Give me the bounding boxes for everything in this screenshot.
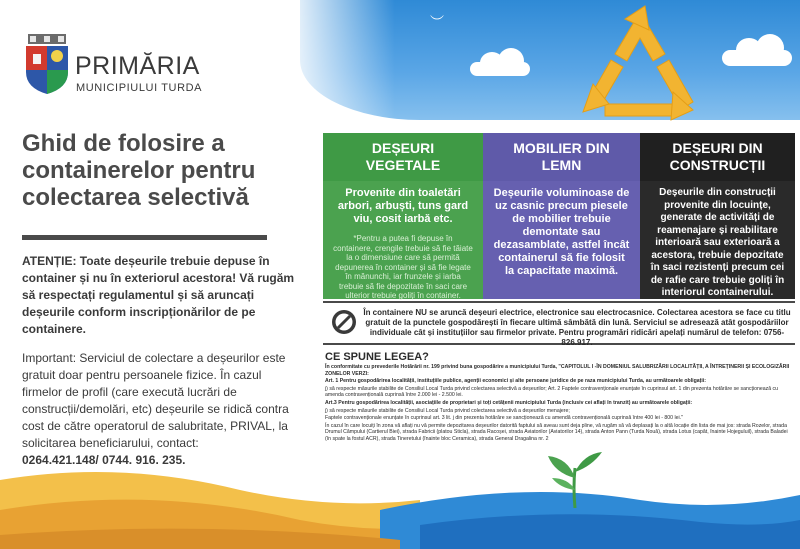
warning-text: În containere NU se aruncă deșeuri electrice, electronice sau electrocasnice. Colectarea acestora se face cu titlu gratuit de la punctele gospodărești în fiecare ultimă sâmbătă din lună. Serviciul se adresează atât gospodăriilor individuale cât și instituțiilor sau firmelor private. Pentru programări ridicări apelați numărul de telefon: 0756-826.917. <box>363 308 791 347</box>
law-paragraph: j) să respecte măsurile stabilite de Consiliul Local Turda privind colectarea selectivă a deșeurilor menajere; <box>325 407 570 414</box>
page-title: Ghid de folosire a containerelor pentru colectarea selectivă <box>22 130 256 211</box>
contact-phone: 0264.421.148/ 0744. 916. 235. <box>22 453 186 467</box>
cloud-icon <box>470 62 530 76</box>
attention-notice: ATENȚIE: Toate deșeurile trebuie depuse în container și nu în exteriorul acestora! Vă rugăm să respectați regulamentul și să aruncați deșeurile conform inscripționărilor de pe containere. <box>22 254 295 336</box>
recycle-icon <box>565 4 715 122</box>
law-title: CE SPUNE LEGEA? <box>325 351 429 363</box>
brand-title: PRIMĂRIA <box>75 52 200 80</box>
coat-of-arms-icon <box>22 34 72 94</box>
landscape-illustration <box>0 440 800 549</box>
law-paragraph: În cazul în care locuiți în zona vă aflați nu vă permite depozitarea deșeurilor datorită faptului să aveau sunt deja pline, vă rugăm să vă deplasați la o altă locație din lista de mai jos: strada Rozelor, strada Drumul Cămpului (Cartierul Biei), strada Fabricii (platou Sticla), strada Racoșei, strada Aviatorilor (Aviatorilor 14), strada Anton Pann (Turda Nouă), strada Lotus (capăt, înainte Hojeguluil), strada Baladei (în spate la fostul ACR), strada Tineretului (înainte bloc Ceramica), strada General Dragalina nr. 2 <box>325 422 788 442</box>
law-paragraph: Faptele contravenționale enunțate în cuprinsul art. 3 lit. j din prezenta hotărâre se sancționează cu amendă contravențională cuprinsă între 400 lei - 800 lei." <box>325 415 683 422</box>
column-furniture-title: MOBILIER DIN LEMN <box>483 133 640 181</box>
law-paragraph: Art.3 Pentru gospodărirea localității, asociațiile de proprietari și toți cetățenii municipiului Turda (inclusiv cei aflați în tranzit) au următoarele obligații: <box>325 399 693 406</box>
law-paragraph: Art. 1 Pentru gospodărirea localității, instituțiile publice, agenții economici și alte persoane juridice de pe raza municipiului Turda, au următoarele obligații: <box>325 378 706 385</box>
column-construction-title: DEȘEURI DIN CONSTRUCȚII <box>640 133 795 181</box>
column-vegetal-note: *Pentru a putea fi depuse în containere, crengile trebuie să fie tăiate la o dimensiune care să permită depunerea în container și să fie legate în mănunchi, iar frunzele și iarba trebuie să fie depozitate în saci care ulterior trebuie goliți în container. <box>333 234 473 300</box>
column-vegetal-body <box>323 181 483 299</box>
column-construction-text: Deșeurile din construcții provenite din locuințe, generate de activități de reamenajare și reabilitare interioară sau exterioară a acestora, trebuie depozitate în saci rezistenți precum cei de rafie care trebuie goliți în interiorul containerului. <box>650 187 785 298</box>
column-vegetal-title: DEȘEURI VEGETALE <box>323 133 483 181</box>
law-paragraph: În conformitate cu prevederile Hotărârii nr. 199 privind buna gospodărire a municipiului Turda, "CAPITOLUL I -ÎN DOMENIUL SALUBRIZĂRII LOCALITĂȚII, A ÎNTREȚINERII ȘI ECOLOGIZĂRII ZONELOR VERZI: <box>325 364 790 377</box>
bird-icon: ︶ <box>430 15 444 31</box>
law-paragraph: j) să respecte măsurile stabilite de Consiliul Local Turda privind colectarea selectivă a deșeurilor; Art. 2 Faptele contravenționale enunțate în cuprinsul art. 1 din prezenta hotărâre se sancționează cu amenda contravențională cuprinsă între 2.000 lei - 2.500 lei. <box>325 385 779 399</box>
law-text <box>325 364 795 444</box>
brand-subtitle: MUNICIPIULUI TURDA <box>76 82 203 94</box>
plant-icon <box>540 448 610 508</box>
column-furniture-body <box>483 181 640 299</box>
title-divider <box>22 235 267 240</box>
column-vegetal-text: Provenite din toaletări arbori, arbuști, tuns gard viu, cosit iarbă etc. <box>337 187 469 225</box>
electronics-warning <box>323 301 795 345</box>
cloud-icon <box>722 50 792 66</box>
prohibited-icon <box>331 309 357 335</box>
column-furniture-text: Deșeurile voluminoase de uz casnic precum piesele de mobilier trebuie demontate sau dezasamblate, astfel încât containerul să fie folosit la capacitate maximă. <box>493 187 630 277</box>
important-text: Important: Serviciul de colectare a deșeurilor este gratuit doar pentru persoanele fizice. În cazul firmelor de profil (care execută lucrări de construcții/demolări, etc) deșeurile se ridică contra cost de către operatorul de salubritate, PRIVAL, la solicitarea beneficiarului, contact: <box>22 351 289 450</box>
sky-fade <box>255 0 395 120</box>
column-construction-body <box>640 181 795 299</box>
